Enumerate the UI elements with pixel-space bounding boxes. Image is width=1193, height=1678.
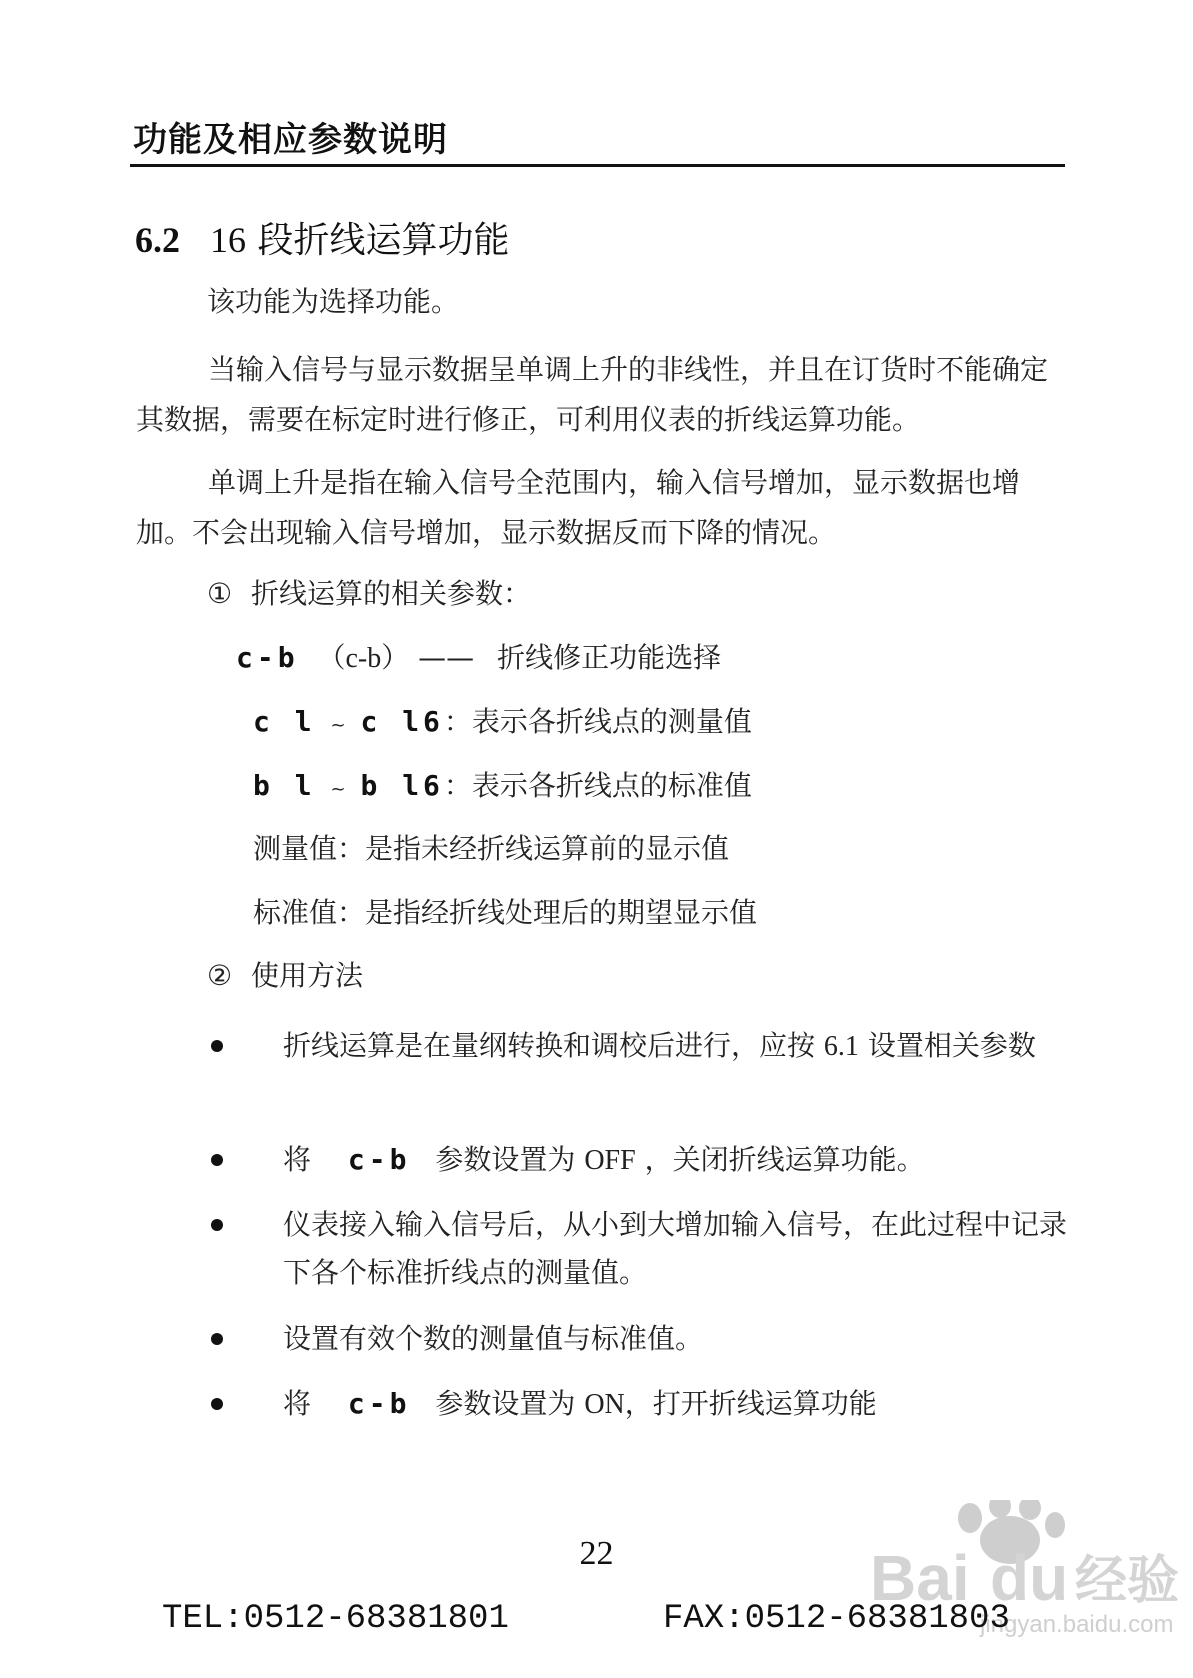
usage-heading-marker: ② xyxy=(207,959,233,992)
usage-bullet-5-code: c-b xyxy=(347,1387,411,1420)
page-header-title: 功能及相应参数说明 xyxy=(133,120,448,160)
watermark-brand-b: du xyxy=(990,1542,1069,1614)
usage-bullet-2-code: c-b xyxy=(347,1143,411,1176)
usage-bullet-2 xyxy=(283,1136,1073,1185)
params-heading xyxy=(207,574,531,614)
usage-bullet-5-mid: 参数设置为 xyxy=(435,1387,576,1420)
watermark-url: jingyan.baidu.com xyxy=(980,1611,1174,1638)
param-b-desc: ：表示各折线点的标准值 xyxy=(443,769,752,802)
usage-bullet-2-post: ，关闭折线运算功能。 xyxy=(644,1143,925,1176)
bullet-icon xyxy=(211,1040,223,1052)
usage-bullet-5-post: ，打开折线运算功能 xyxy=(624,1387,877,1420)
bullet-icon xyxy=(211,1398,223,1410)
params-heading-marker: ① xyxy=(207,577,233,610)
param-b-tilde: ~ xyxy=(330,779,346,800)
param-b-end: b l6 xyxy=(360,769,444,802)
param-c-end: c l6 xyxy=(360,705,444,738)
param-cb-dash: —— xyxy=(418,641,475,674)
usage-bullet-1-ref: 6.1 xyxy=(823,1031,859,1062)
watermark-brand-a: Bai xyxy=(870,1542,970,1614)
section-title-text: 段折线运算功能 xyxy=(257,220,510,261)
measured-value-definition: 测量值：是指未经折线运算前的显示值 xyxy=(253,832,730,865)
section-title xyxy=(135,212,509,263)
param-c-desc: ：表示各折线点的测量值 xyxy=(443,705,752,738)
usage-heading xyxy=(207,956,363,996)
bullet-icon xyxy=(211,1219,223,1231)
usage-bullet-5-pre: 将 xyxy=(283,1387,312,1420)
usage-bullet-2-pre: 将 xyxy=(283,1143,312,1176)
footer-fax: FAX:0512-68381803 xyxy=(663,1600,1010,1638)
usage-bullet-2-value: OFF xyxy=(584,1145,636,1176)
param-cb-code: c-b xyxy=(236,641,299,674)
standard-value-definition: 标准值：是指经折线处理后的期望显示值 xyxy=(253,896,758,929)
usage-bullet-1 xyxy=(283,1022,1073,1071)
watermark-suffix: 经验 xyxy=(1075,1551,1180,1611)
param-b-start: b l xyxy=(253,769,316,802)
page-number: 22 xyxy=(579,1535,614,1572)
header-divider xyxy=(130,164,1065,167)
param-c-tilde: ~ xyxy=(330,715,346,736)
paragraph-purpose: 当输入信号与显示数据呈单调上升的非线性，并且在订货时不能确定其数据，需要在标定时进行修正，可利用仪表的折线运算功能。 xyxy=(136,353,1049,436)
section-number: 6.2 xyxy=(135,220,180,260)
param-c-start: c l xyxy=(253,705,316,738)
param-cb-paren: （c-b） xyxy=(317,643,410,674)
params-heading-text: 折线运算的相关参数： xyxy=(251,577,532,610)
usage-bullet-1-pre: 折线运算是在量纲转换和调校后进行，应按 xyxy=(283,1029,816,1062)
usage-bullet-1-post: 设置相关参数 xyxy=(867,1029,1036,1062)
section-title-number: 16 xyxy=(210,220,246,260)
paragraph-intro: 该功能为选择功能。 xyxy=(207,285,460,318)
param-c-range-line xyxy=(253,702,752,746)
footer-tel: TEL:0512-68381801 xyxy=(162,1600,509,1638)
bullet-icon xyxy=(211,1333,223,1345)
param-cb-desc: 折线修正功能选择 xyxy=(497,641,722,674)
usage-bullet-5-value: ON xyxy=(584,1389,625,1420)
usage-heading-text: 使用方法 xyxy=(251,959,364,992)
bullet-icon xyxy=(211,1154,223,1166)
usage-bullet-4: 设置有效个数的测量值与标准值。 xyxy=(283,1322,704,1355)
param-cb-line xyxy=(236,638,721,679)
paragraph-definition: 单调上升是指在输入信号全范围内，输入信号增加，显示数据也增加。不会出现输入信号增加，显示数据反而下降的情况。 xyxy=(136,466,1021,549)
usage-bullet-5 xyxy=(283,1380,1073,1429)
param-b-range-line xyxy=(253,766,752,810)
usage-bullet-3: 仪表接入输入信号后，从小到大增加输入信号，在此过程中记录下各个标准折线点的测量值。 xyxy=(283,1208,1068,1289)
usage-bullet-2-mid: 参数设置为 xyxy=(435,1143,576,1176)
